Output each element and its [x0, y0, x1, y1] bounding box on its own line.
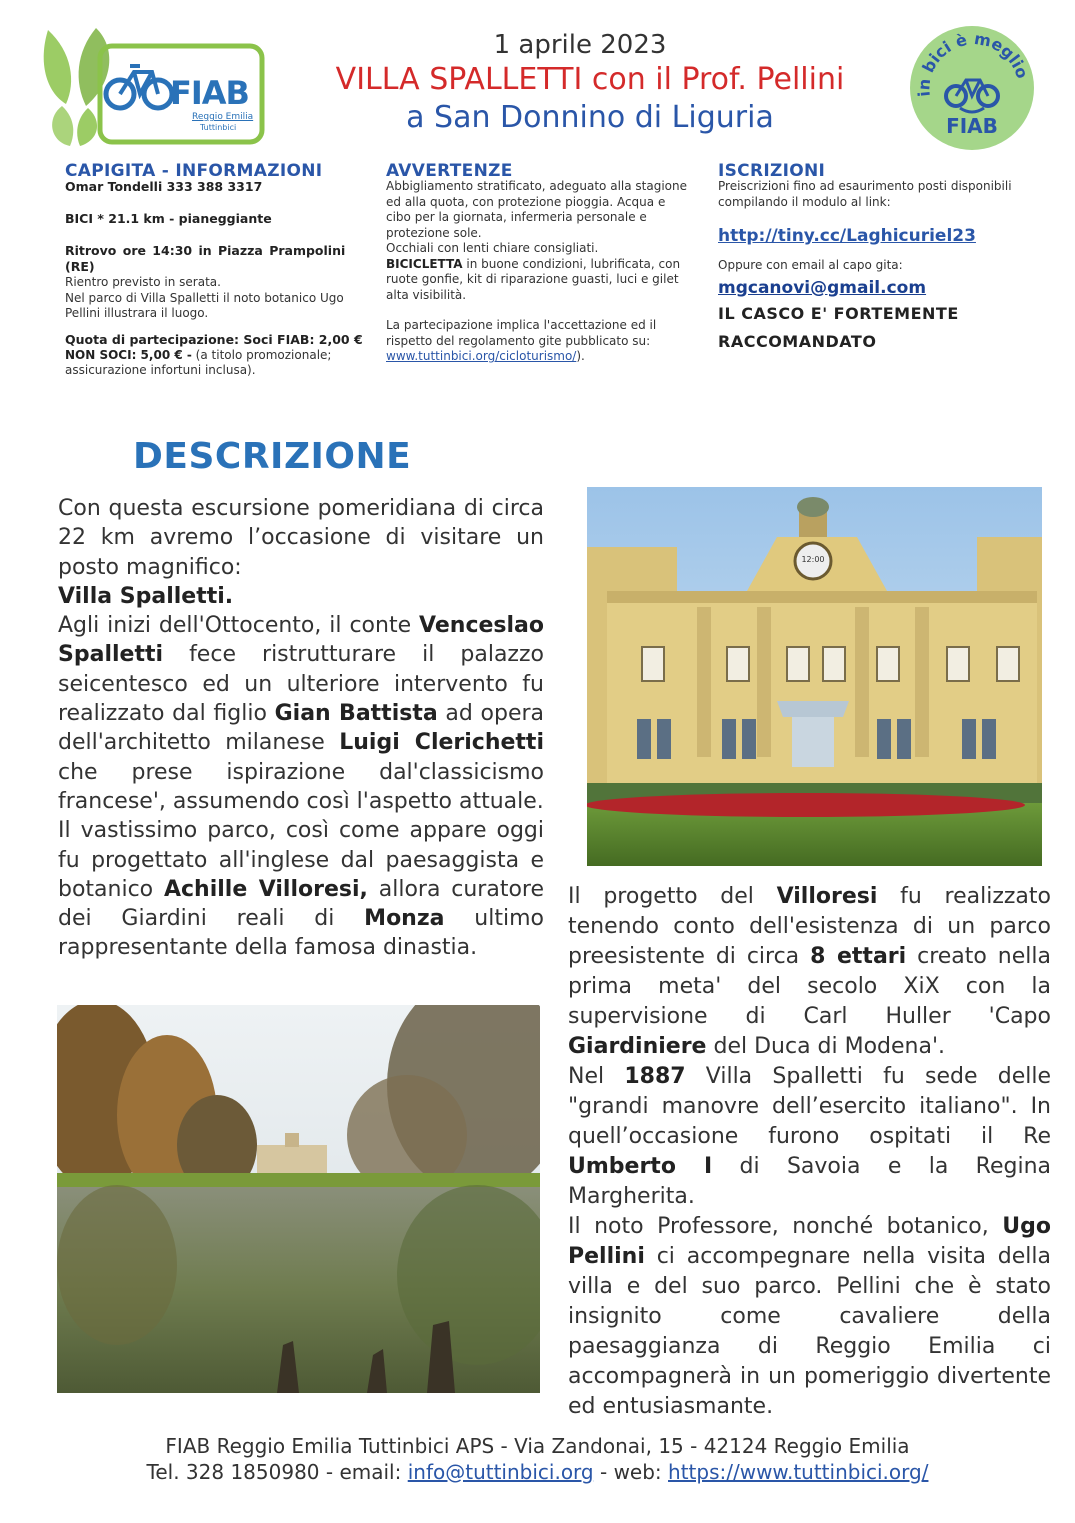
desc-r-p2c: Villa Spalletti fu sede delle "grandi manovre dell’esercito italiano". In quell’occasione furono ospitati il Re [568, 1064, 1051, 1149]
desc-r-p3b: Ugo Pellini [568, 1214, 1051, 1269]
bike-info: BICI * 21.1 km - pianeggiante [65, 211, 272, 226]
iscrizioni-text1: Preiscrizioni fino ad esaurimento posti disponibili compilando il modulo al link: [718, 179, 1012, 209]
rules-text: La partecipazione implica l'accettazione ed il rispetto del regolamento gite pubblicato su: [386, 318, 657, 348]
desc-p2g: che prese ispirazione dal'classicismo francese', assumendo così l'aspetto attuale. [58, 759, 544, 814]
desc-r-p2e: di Savoia e la Regina Margherita. [568, 1154, 1051, 1209]
iscrizioni-heading: ISCRIZIONI [718, 161, 826, 181]
clock-face: 12:00 [801, 555, 825, 564]
desc-r-p3a: Il noto Professore, nonché botanico, [568, 1214, 1003, 1239]
rules-link[interactable]: www.tuttinbici.org/cicloturismo/ [386, 349, 577, 363]
return-info: Rientro previsto in serata. [65, 275, 221, 289]
desc-p2b: Venceslao Spalletti [58, 613, 544, 668]
event-date: 1 aprile 2023 [493, 30, 667, 60]
footer-web-link[interactable]: https://www.tuttinbici.org/ [668, 1460, 929, 1484]
logo-right-main: FIAB [946, 114, 998, 138]
rules-end: ). [576, 349, 585, 363]
logo-right-arc: in bici è meglio [914, 28, 1033, 98]
description-right-text [568, 882, 1051, 1422]
info-column-iscrizioni [718, 163, 1018, 350]
logo-left-main: FIAB [170, 74, 249, 112]
iscrizioni-text2: Oppure con email al capo gita: [718, 258, 903, 272]
avvertenze-text2: Occhiali con lenti chiare consigliati. [386, 241, 599, 255]
desc-p2d: Gian Battista [274, 701, 438, 727]
description-heading: DESCRIZIONE [133, 436, 412, 477]
desc-r-p1c: fu realizzato tenendo conto dell'esistenza di un parco preesistente di circa [568, 884, 1051, 969]
logo-left-sub1: Reggio Emilia [192, 112, 254, 122]
logo-left-sub2: Tuttinbici [200, 123, 237, 132]
desc-p2a: Agli inizi dell'Ottocento, il conte [58, 613, 420, 639]
event-title: VILLA SPALLETTI con il Prof. Pellini [335, 62, 845, 97]
avvertenze-heading: AVVERTENZE [386, 161, 513, 181]
helmet-line1: IL CASCO E' FORTEMENTE [718, 303, 959, 323]
desc-p2f: Luigi Clerichetti [339, 730, 544, 756]
footer-contacts [0, 1460, 1075, 1484]
fiab-logo-right [906, 22, 1038, 152]
desc-p2c: fece ristrutturare il palazzo seicentesco ed un ulteriore intervento fu realizzato dal figlio [58, 642, 544, 727]
desc-intro: Con questa escursione pomeridiana di circa 22 km avremo l’occasione di visitare un posto magnifico: [58, 496, 544, 580]
footer-address: FIAB Reggio Emilia Tuttinbici APS - Via Zandonai, 15 - 42124 Reggio Emilia [165, 1434, 910, 1458]
villa-photo [587, 487, 1042, 866]
fee-members: Quota di partecipazione: Soci FIAB: 2,00 € [65, 331, 363, 347]
capigita-heading: CAPIGITA - INFORMAZIONI [65, 161, 323, 181]
fiab-logo-left [36, 22, 268, 152]
fee-nonmembers-note: (a titolo promozionale; assicurazione infortuni inclusa). [65, 347, 332, 377]
desc-r-p1g: del Duca di Modena'. [706, 1034, 946, 1059]
desc-r-p1d: 8 ettari [810, 944, 907, 969]
desc-r-p1a: Il progetto del [568, 884, 777, 909]
bicicletta-label: BICICLETTA [386, 256, 463, 271]
park-note: Nel parco di Villa Spalletti il noto botanico Ugo Pellini illustrara il luogo. [65, 290, 344, 320]
desc-r-p2d: Umberto I [568, 1154, 713, 1179]
desc-r-p3c: ci accompegnare nella visita della villa e del suo parco. Pellini che è stato insignito come cavaliere della paesaggianza di Reggio Emilia ci accompagnerà in un pomeriggio divertente ed entusiasmante. [568, 1244, 1051, 1419]
description-left-text [58, 494, 544, 963]
desc-r-p2a: Nel [568, 1064, 625, 1089]
desc-p3e: ultimo rappresentante della famosa dinastia. [58, 906, 544, 961]
desc-r-p2b: 1887 [624, 1064, 686, 1089]
avvertenze-text1: Abbigliamento stratificato, adeguato alla stagione ed alla quota, con protezione pioggia. Acqua e cibo per la giornata, infermeria personale e protezione sole. [386, 179, 687, 240]
park-pond-photo [57, 1005, 540, 1393]
meeting-point: Ritrovo ore 14:30 in Piazza Prampolini (RE) [65, 243, 346, 274]
desc-villa-name: Villa Spalletti. [58, 583, 234, 609]
footer-email-link[interactable]: info@tuttinbici.org [407, 1460, 594, 1484]
footer-web-label: - web: [593, 1460, 669, 1484]
helmet-line2: RACCOMANDATO [718, 331, 877, 351]
event-location: a San Donnino di Liguria [406, 100, 774, 135]
desc-r-p1e: creato nella prima meta' del secolo XiX con la supervisione di Carl Huller 'Capo [568, 944, 1051, 1029]
registration-link[interactable]: http://tiny.cc/Laghicuriel23 [718, 226, 976, 246]
bicicletta-text: in buone condizioni, lubrificata, con ruote gonfie, kit di riparazione guasti, luci e gilet alta visibilità. [386, 256, 681, 302]
desc-p3d: Monza [364, 906, 445, 932]
desc-r-p1f: Giardiniere [568, 1034, 707, 1059]
desc-r-p1b: Villoresi [776, 884, 878, 909]
fee-nonmembers-label: NON SOCI: 5,00 € - [65, 347, 192, 362]
footer-phone: Tel. 328 1850980 - email: [146, 1460, 408, 1484]
desc-p2e: ad opera dell'architetto milanese [58, 701, 545, 756]
capigita-contact: Omar Tondelli 333 388 3317 [65, 179, 263, 194]
desc-p3c: allora curatore dei Giardini reali di [58, 876, 545, 932]
leader-email-link[interactable]: mgcanovi@gmail.com [718, 277, 927, 298]
desc-p3a: Il vastissimo parco, così come appare oggi fu progettato all'inglese dal paesaggista e botanico [58, 818, 544, 902]
info-column-capigita [65, 163, 370, 379]
desc-p3b: Achille Villoresi, [163, 876, 368, 902]
info-column-avvertenze [386, 163, 691, 365]
